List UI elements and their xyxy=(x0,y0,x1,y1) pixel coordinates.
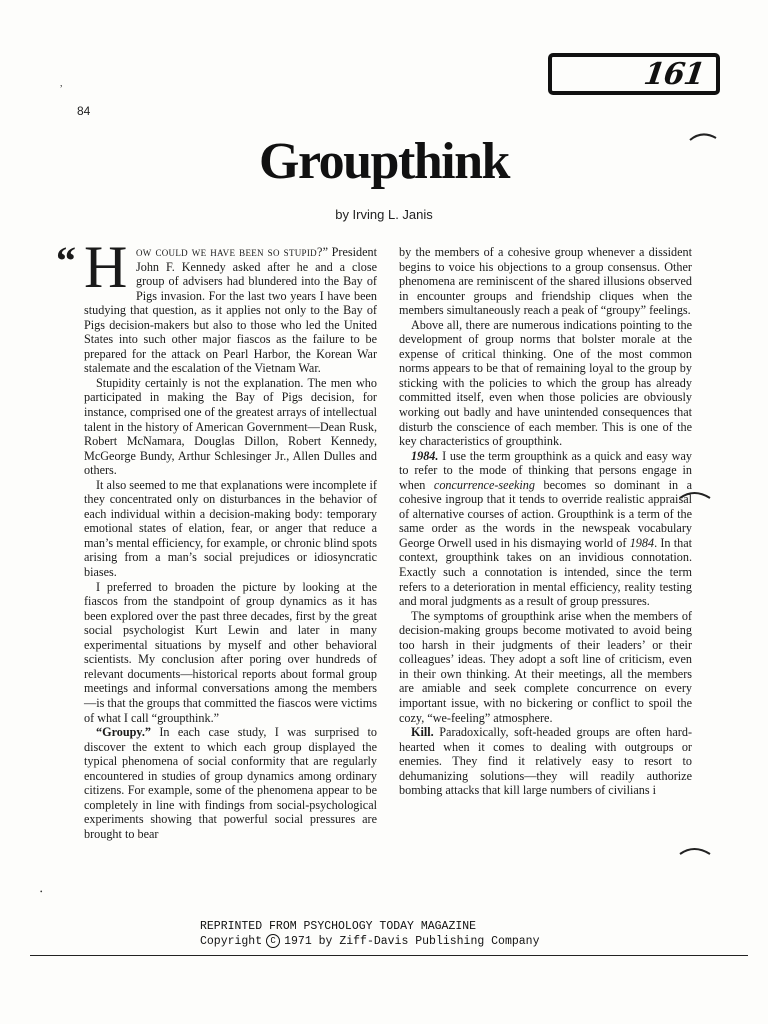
margin-curl-mark-mid xyxy=(678,488,712,502)
text-1984-b: becomes so dominant in a cohesive ingroup that it tends to override realistic appraisal of alternative courses of action. Groupthink is a term of the same order as the words in the newspeak vocabulary George Orwell used in his dismaying world of xyxy=(399,477,692,550)
footer-rule xyxy=(30,955,748,956)
paragraph-stupidity: Stupidity certainly is not the explanation. The men who participated in making the Bay of Pigs decision, for instance, comprised one of the greatest arrays of intellectual talent in the history of American Government—Dean Rusk, Robert McNamara, Douglas Dillon, Robert Kennedy, McGeorge Bundy, Arthur Schlesinger Jr., Allen Dulles and others. xyxy=(84,375,377,478)
left-column xyxy=(56,234,377,841)
copyright-word: Copyright xyxy=(200,935,263,949)
paragraph-group-norms: Above all, there are numerous indications pointing to the development of group norms that bolster morale at the expense of critical thinking. One of the most common norms appears to be that of remaining loyal to the group by sticking with the policies to which the group has already committed itself, even when those policies are obviously working out badly and have unintended consequences that disturb the conscience of each member. This is one of the key characteristics of groupthink. xyxy=(399,317,692,449)
copyright-symbol: C xyxy=(266,934,280,948)
paragraph-kill xyxy=(399,725,692,798)
copyright-line xyxy=(200,934,539,949)
paragraph-continuation: by the members of a cohesive group whenever a dissident begins to voice his objections to a group consensus. Other phenomena are reminiscent of the shared illusions observed in encounter groups and friendship cliques when the members simultaneously reach a peak of “groupy” feelings. xyxy=(399,245,692,318)
drop-cap: H xyxy=(84,234,128,300)
text-1984-italic-2: 1984 xyxy=(629,535,655,550)
heading-1984: 1984. xyxy=(411,448,439,463)
text-1984-a: I use the term groupthink as a quick and easy way to refer to the mode of thinking that persons engage in when xyxy=(399,448,692,492)
scan-speck-margin: • xyxy=(40,888,43,896)
page-number: 84 xyxy=(77,104,91,118)
paragraph-symptoms: The symptoms of groupthink arise when the members of decision-making groups become motivated to avoid being too harsh in their judgments of their leaders’ or their colleagues’ ideas. They adopt a soft line of criticism, even in their own thinking. At their meetings, all the members are amiable and seek complete concurrence on every important issue, with no bickering or conflict to spoil the cozy, “we-feeling” atmosphere. xyxy=(399,608,692,725)
open-quote-mark: “ xyxy=(56,238,76,283)
reprint-footer xyxy=(200,919,539,949)
document-number-stamp xyxy=(548,53,720,95)
heading-groupy: “Groupy.” xyxy=(96,725,151,740)
margin-curl-mark-bottom xyxy=(678,844,712,858)
paragraph-explanations: It also seemed to me that explanations were incomplete if they concentrated only on disturbances in the behavior of each individual within a decision-making body: temporary emotional states of elation, fear, or anger that reduce a man’s mental efficiency, for example, or chronic blind spots arising from a man’s social prejudices or idiosyncratic biases. xyxy=(84,477,377,580)
right-column xyxy=(399,245,692,798)
article-title: Groupthink xyxy=(259,133,509,190)
scan-speck-top-left: , xyxy=(60,78,63,89)
text-1984-c: . In that context, groupthink takes on an invidious connotation. Exactly such a connotation is intended, since the term refers to a deterioration in mental efficiency, reality testing and moral judgments as a result of group pressures. xyxy=(399,535,692,609)
paragraph-groupy xyxy=(84,725,377,841)
drop-cap-block xyxy=(56,234,133,300)
paragraph-1984 xyxy=(399,449,692,609)
paragraph-group-dynamics: I preferred to broaden the picture by looking at the fiascos from the standpoint of group dynamics as it has been explored over the past three decades, first by the great social psychologist Kurt Lewin and later in many experimental situations by myself and other behavioral scientists. My conclusion after poring over hundreds of relevant documents—historical reports about formal group meetings and informal conversations among the members—is that the groups that committed the fiascos were victims of what I call “groupthink.” xyxy=(84,579,377,725)
byline: by Irving L. Janis xyxy=(335,207,433,222)
kill-text: Paradoxically, soft-headed groups are often hard-hearted when it comes to dealing with outgroups or enemies. They find it relatively easy to resort to dehumanizing solutions—they will readily authorize bombing attacks that kill large numbers of civilians i xyxy=(399,725,692,798)
reprint-line: REPRINTED FROM PSYCHOLOGY TODAY MAGAZINE xyxy=(200,920,477,933)
intro-small-caps: ow could we have been so stupid? xyxy=(136,245,323,259)
copyright-text: 1971 by Ziff-Davis Publishing Company xyxy=(284,935,540,949)
intro-text: ” President John F. Kennedy asked after he and a close group of advisers had blundered into the Bay of Pigs invasion. For the last two years I have been studying that question, as it applies not only to the Bay of Pigs decision-makers but also to those who led the United States into such other major fiascos as the failure to be prepared for the attack on Pearl Harbor, the Korean War stalemate and the escalation of the Vietnam War. xyxy=(84,245,377,376)
intro-paragraph xyxy=(56,234,377,376)
groupy-text: In each case study, I was surprised to discover the extent to which each group displayed the typical phenomena of social conformity that are regularly encountered in studies of group dynamics among ordinary citizens. For example, some of the phenomena appear to be completely in line with findings from social-psychological experiments showing that powerful social pressures are brought to bear xyxy=(84,725,377,841)
heading-kill: Kill. xyxy=(411,725,434,740)
text-1984-italic: concurrence-seeking xyxy=(433,477,535,492)
stamp-number: 161 xyxy=(641,57,707,92)
